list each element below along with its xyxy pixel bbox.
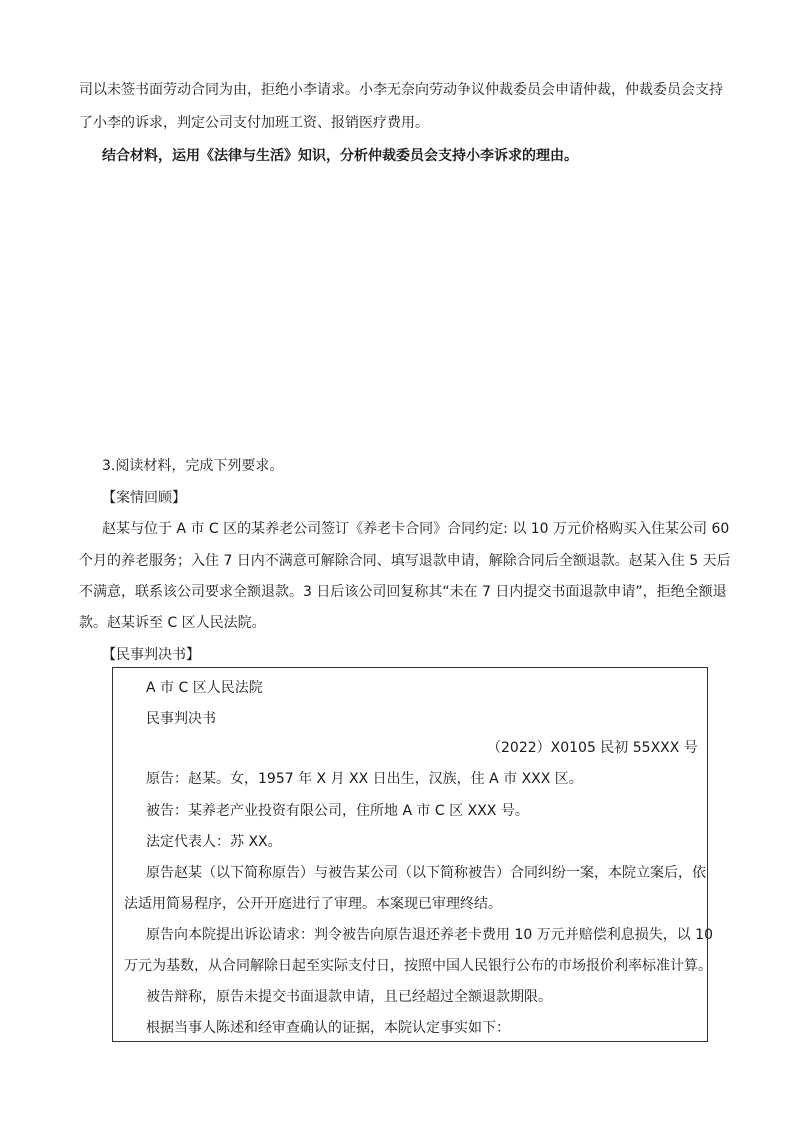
plaintiff-info: 原告：赵某。女，1957 年 X 月 XX 日出生，汉族，住 A 市 XXX 区。 (146, 771, 583, 787)
case-review-heading: 【案情回顾】 (102, 490, 186, 506)
top-text-line-2: 了小李的诉求，判定公司支付加班工资、报销医疗费用。 (79, 115, 429, 131)
paragraph-1-line-2: 法适用简易程序，公开开庭进行了审理。本案现已审理终结。 (124, 896, 502, 912)
judgment-box (112, 667, 713, 1042)
paragraph-4: 根据当事人陈述和经审查确认的证据，本院认定事实如下： (146, 1020, 510, 1036)
case-review-line-4: 款。赵某诉至 C 区人民法院。 (79, 615, 266, 631)
document-type: 民事判决书 (146, 711, 216, 727)
legal-representative: 法定代表人：苏 XX。 (146, 834, 282, 850)
case-review-line-3: 不满意，联系该公司要求全额退款。3 日后该公司回复称其“未在 7 日内提交书面退款申请”，拒绝全额退 (79, 584, 727, 600)
paragraph-3: 被告辩称，原告未提交书面退款申请，且已经超过全额退款期限。 (146, 989, 552, 1005)
case-review-line-1: 赵某与位于 A 市 C 区的某养老公司签订《养老卡合同》合同约定: 以 10 万元价格购买入住某公司 60 (102, 521, 730, 537)
case-number: （2022）X0105 民初 55XXX 号 (487, 740, 698, 756)
paragraph-2-line-2: 万元为基数，从合同解除日起至实际支付日，按照中国人民银行公布的市场报价利率标准计算。 (124, 958, 712, 974)
paragraph-1-line-1: 原告赵某（以下简称原告）与被告某公司（以下简称被告）合同纠纷一案，本院立案后，依 (146, 865, 706, 881)
question-3-title: 3.阅读材料，完成下列要求。 (102, 458, 284, 474)
top-text-line-1: 司以未签书面劳动合同为由，拒绝小李请求。小李无奈向劳动争议仲裁委员会申请仲裁，仲裁委员会支持 (79, 82, 723, 98)
defendant-info: 被告：某养老产业投资有限公司，住所地 A 市 C 区 XXX 号。 (146, 803, 529, 819)
court-name: A 市 C 区人民法院 (146, 680, 263, 696)
case-review-line-2: 个月的养老服务；入住 7 日内不满意可解除合同、填写退款申请，解除合同后全额退款。赵某入住 5 天后 (79, 553, 731, 569)
question-text: 结合材料，运用《法律与生活》知识，分析仲裁委员会支持小李诉求的理由。 (102, 148, 578, 164)
paragraph-2-line-1: 原告向本院提出诉讼请求：判令被告向原告退还养老卡费用 10 万元并赔偿利息损失，以 10 (146, 927, 713, 943)
judgment-heading: 【民事判决书】 (102, 647, 200, 663)
